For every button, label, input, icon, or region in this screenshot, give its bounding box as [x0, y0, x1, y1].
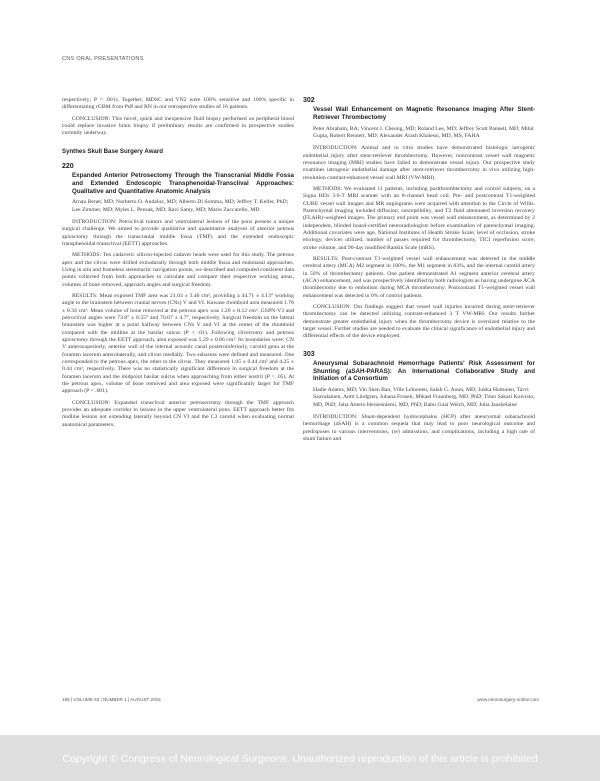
abstract-number: 302: [303, 97, 315, 104]
footer-issue-info: 186 | VOLUME 63 | NUMBER 1 | AUGUST 2016: [62, 697, 161, 702]
abstract-authors: Hadie Adams, MD; Vin Shen Ban, Ville Leinonen, Salah G. Aoun, MD; Jukka Huttunen, Tarvi Saavalainen, Antti Lindgren, Juhana Frosen, Mikael Fraunberg, MD, PhD; Timo Sakari Koivisto, MD, PhD; Juha Antero Hernesniemi, MD, PhD; Babu Guai Welch, MD; Juha Jaaskelaine: [313, 386, 535, 408]
abstract-title: Expanded Anterior Petrosectomy Through the Transcranial Middle Fossa and Extended Endoscopic Transphenoidal-Transclival Approaches: Qualitative and Quantitative Anatomic Analysis: [72, 172, 294, 195]
footer-website: www.neurosurgery-online.com: [477, 697, 539, 702]
abstract-methods: METHODS: We evaluated 11 patients, including postthrombectomy and control subjects, on a Signa HDx 3.0-T MRI scanner with an 8-channel head coil. Pre- and postcontrast T1-weighted CUBE vessel wall images and MR angiograms were acquired with attention to the Circle of Willis. Parenchymal imaging included diffusion, susceptibility, and T2 fluid attenuated inversion recovery (FLAIR)-weighted images. The primary end point was vessel wall enhancement, as determined by 2 independent, blinded board-certified neuroradiologists before examination of parenchymal imaging. Additional covariates were age, National Institutes of Health Stroke Scale, level of occlusion, stroke etiology, devices utilized, number of passes required for thrombectomy, TICI reperfusion score, stroke volume, and 90-day modified Rankin Scale (mRS).: [303, 185, 535, 251]
abstract-title: Aneurysmal Subarachnoid Hemorrhage Patients' Risk Assessment for Shunting (aSAH-PARAS): An International Collaborative Study and Initiation of a Consortium: [313, 360, 535, 383]
abstract-number: 303: [303, 350, 315, 358]
right-column: [303, 97, 535, 447]
abstract-results: RESULTS: Post-contrast T1-weighted vessel wall enhancement was detected in the middle cerebral artery (MCA) M2 segment in 100%, the M1 segment in 83%, and the internal carotid artery in 50% of thrombectomy patients. One patient demonstrated A1 segment anterior cerebral artery (ACA) enhancement, and was prospectively identified by both radiologists as having undergone ACA thrombectomy due to embolism during MCA thrombectomy. Postcontrast T1-weighted vessel wall enhancement was detected in 0% of control patients.: [303, 256, 535, 299]
abstract-results: RESULTS: Mean exposed TMF area was 21.03 ± 3.46 cm², providing a 44.71 ± 4.13° working angle to the brainstem between cranial nerves (CNs) V and VI. Kawase rhomboid area measured 1.76 ± 0.34 cm². Mean volume of bone removed at the petrous apex was 1.20 ± 0.12 cm³. GSPN-V3 and petroclival angles were 73.8° ± 8.55° and 70.07 ± 4.7°, respectively. Surgical freedom on the lateral brainstem was higher at a point halfway between CNs V and VI at the center of the rhomboid compared with the midline at the basilar sulcus (P < .01). Following clivectomy and petrous apicectomy through the EETT approach, area exposed was 5.29 ± 0.66 cm². Its boundaries were: CN V anterosuperiorly, anterior wall of the internal acoustic canal posteroinferiorly, carotid genu at the foramen lacerum anterolaterally, and clivus medially. Two subareas were defined and measured. One corresponded to the petrous apex, the other to the clivus. They measured 1.05 ± 0.44 cm² and 4.25 ± 0.44 cm², respectively. There was no statistically significant difference in surgical freedom at the foramen lacerum and the midpoint basilar sulcus when approaching from either nostril (P > .05). At the petrous apex, volume of bone removed and area exposed were significantly larger for TMF approach (P < .001).: [62, 292, 294, 395]
abstract-methods: METHODS: Ten cadaveric silicon-injected cadaver heads were used for this study. The petrous apex and the clivus were drilled extradurally through both middle fossa and endonasal approaches. Using in situ and frameless stereotactic navigation points, we described and computed consistent data points collected from both approaches to calculate and compare their respective working areas, volumes of bone removed, approach angles and surgical freedom.: [62, 252, 294, 288]
abstract-introduction: INTRODUCTION: Petroclival tumors and ventrolateral lesions of the pons present a unique surgical challenge. We aimed to provide qualitative and quantitative analyses of anterior petrous apicectomy through the transcranial middle fossa (TMF) and the extended endoscopic transphenoidal-transclival (EETT) approaches.: [62, 218, 294, 247]
abstract-number: 220: [62, 163, 74, 171]
abstract-conclusion: CONCLUSION: Our findings suggest that vessel wall injuries incurred during stent-retriever thrombectomy can be detected utilizing contrast-enhanced 3 T VW-MRI. Our results further demonstrate greater endothelial injury when the thrombectomy device is oversized relative to the target vessel. Further studies are needed to evaluate the clinical significance of endothelial injury and differential effects of the device employed.: [303, 304, 535, 340]
abstract-introduction: INTRODUCTION: Shunt-dependent hydrocephalus (HCP) after aneurysmal subarachnoid hemorrhage (aSAH) is a common sequela that may lead to poor neurological outcome and predisposes to various interventions, (re) admissions, and complications, including a high rate of shunt failure and: [303, 413, 535, 442]
abstract-introduction: INTRODUCTION: Animal and in vitro studies have demonstrated histologic iatrogenic endothelial injury after stent-retriever thrombectomy. However, noncontrast vessel wall magnetic resonance imaging (MRI) studies have failed to demonstrate vessel injury. Our prospective study examines iatrogenic endothelial damage after stent-retriever thrombectomy in vivo utilizing high-resolution contrast-enhanced vessel wall MRI (VW-MRI).: [303, 145, 535, 181]
left-column: [62, 97, 294, 433]
abstract-conclusion: CONCLUSION: Expanded transclival anterior petrosectomy through the TMF approach provides an adequate corridor to lesions in the upper ventrolateral pons. EETT approach better fits midline lesions not extending laterally beyond CN VI and the C3 carotid when evaluating normal anatomical parameters.: [62, 399, 294, 428]
page-footer: [62, 697, 539, 702]
abstract-authors: Arnau Benet, MD; Norberto O. Andaluz, MD; Alberto Di Somma, MD; Jeffrey T. Keller, PhD; Lee Zimmer, MD; Myles L. Pensak, MD; Ravi Samy, MD; Mario Zuccarello, MD: [72, 199, 289, 213]
continued-conclusion: CONCLUSION: This novel, quick and inexpensive fluid biopsy performed on peripheral blood could replace invasive brain biopsy if preliminary results are confirmed in prospective studies currently underway.: [62, 115, 294, 137]
abstract-authors: Peter Abraham, BA; Vincent J. Cheung, MD; Roland Lee, MD; Jeffrey Scott Pannell, MD; Mihir Gupta, Robert Rennert, MD; Alexander Arash Khalessi, MD, MS, FAHA: [313, 125, 535, 139]
section-label: CNS ORAL PRESENTATIONS: [62, 56, 144, 62]
copyright-notice: Copyright © Congress of Neurological Surgeons. Unauthorized reproduction of this article is prohibited: [62, 753, 538, 765]
award-heading: Synthes Skull Base Surgery Award: [62, 147, 163, 155]
abstract-title: Vessel Wall Enhancement on Magnetic Resonance Imaging After Stent-Retriever Thrombectomy: [313, 106, 535, 121]
continued-paragraph: respectively; P < .001). Together, MDSC and VN2 were 100% sensitive and 100% specific in differentiating rGBM from PsP and RN in our retrospective studies of 16 patients.: [62, 97, 294, 111]
